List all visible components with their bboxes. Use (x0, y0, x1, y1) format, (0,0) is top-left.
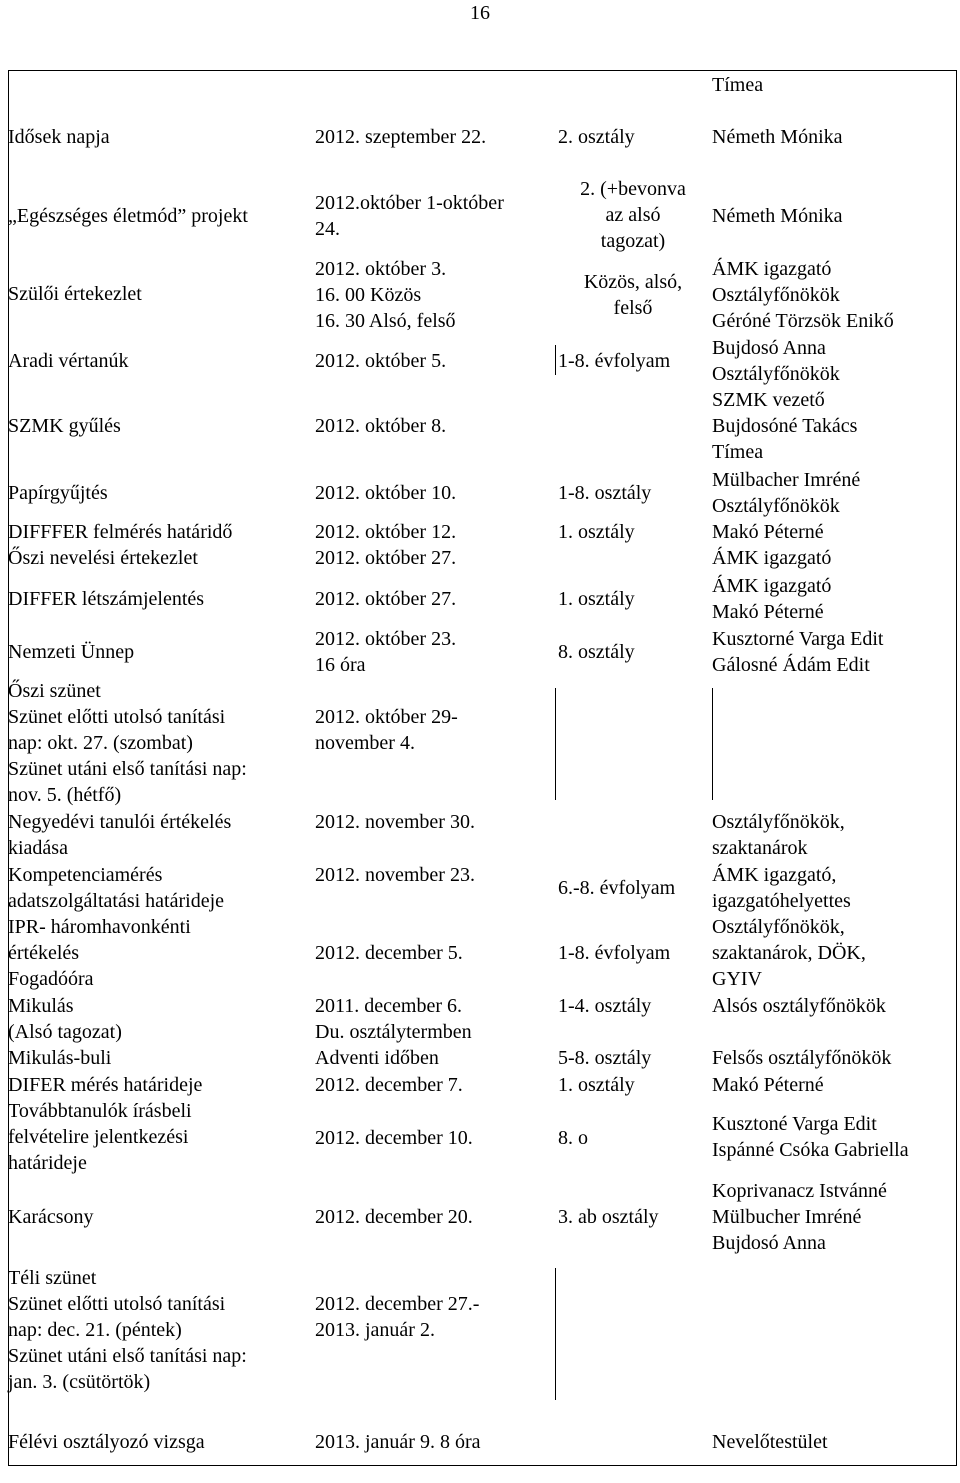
row-2-date: 2012.október 1-október 24. (315, 192, 504, 240)
row-13-date: 2012. november 23. (315, 864, 475, 886)
row-18-class: 3. ab osztály (558, 1206, 659, 1228)
row-12-responsible: Osztályfőnökök, szaktanárok (712, 811, 845, 859)
row-5-date: 2012. október 8. (315, 415, 447, 437)
row-14-class: 1-8. évfolyam (558, 942, 671, 964)
row-6-event: Papírgyűjtés (8, 482, 108, 504)
row-18-event: Karácsony (8, 1206, 94, 1228)
row-1-class: 2. osztály (558, 126, 635, 148)
row-18-responsible: Koprivanacz Istvánné Mülbucher Imréné Bujdosó Anna (712, 1180, 887, 1254)
row-17-responsible: Kusztoné Varga Edit Ispánné Csóka Gabriella (712, 1113, 909, 1161)
row-10-responsible: Kusztorné Varga Edit Gálosné Ádám Edit (712, 628, 884, 676)
row-8-event: Őszi nevelési értekezlet (8, 547, 198, 569)
row-13-event: Kompetenciamérés adatszolgáltatási határideje (8, 864, 225, 912)
row-15-event: Mikulás (Alsó tagozat) Mikulás-buli (8, 995, 122, 1069)
row-1-date: 2012. szeptember 22. (315, 126, 487, 148)
column-divider (555, 1268, 556, 1400)
row-15-responsible: Alsós osztályfőnökök Felsős osztályfőnökök (712, 995, 892, 1069)
row-3-date: 2012. október 3. 16. 00 Közös 16. 30 Alsó, felső (315, 258, 456, 332)
row-11-date: 2012. október 29- november 4. (315, 706, 458, 754)
row-19-date: 2012. december 27.- 2013. január 2. (315, 1293, 480, 1341)
row-2-event: „Egészséges életmód” projekt (8, 205, 248, 227)
row-15-class: 1-4. osztály 5-8. osztály (558, 995, 652, 1069)
row-5-responsible: SZMK vezető Bujdosóné Takács Tímea (712, 389, 858, 463)
row-2-responsible: Németh Mónika (712, 205, 843, 227)
row-7-event: DIFFFER felmérés határidő (8, 521, 233, 543)
row-12-date: 2012. november 30. (315, 811, 475, 833)
row-20-event: Félévi osztályozó vizsga (8, 1431, 205, 1453)
row-8-responsible: ÁMK igazgató (712, 547, 832, 569)
row-14-event: IPR- háromhavonkénti értékelés Fogadóóra (8, 916, 191, 990)
row-10-class: 8. osztály (558, 641, 635, 663)
column-divider (555, 688, 556, 800)
column-divider (712, 688, 713, 800)
row-16-responsible: Makó Péterné (712, 1074, 824, 1096)
page-number: 16 (470, 2, 490, 24)
row-4-event: Aradi vértanúk (8, 350, 129, 372)
column-divider (555, 345, 556, 375)
row-9-date: 2012. október 27. (315, 588, 457, 610)
row-8-date: 2012. október 27. (315, 547, 457, 569)
row-7-date: 2012. október 12. (315, 521, 457, 543)
row-6-date: 2012. október 10. (315, 482, 457, 504)
row-4-class: 1-8. évfolyam (558, 350, 671, 372)
row-13-responsible: ÁMK igazgató, igazgatóhelyettes (712, 864, 851, 912)
row-6-responsible: Mülbacher Imréné Osztályfőnökök (712, 469, 861, 517)
row-3-responsible: ÁMK igazgató Osztályfőnökök Géróné Törzsök Enikő (712, 258, 894, 332)
row-17-class: 8. o (558, 1127, 588, 1149)
row-2-class: 2. (+bevonva az alsó tagozat) (580, 178, 686, 252)
row-4-responsible: Bujdosó Anna Osztályfőnökök (712, 337, 840, 385)
row-11-event: Őszi szünet Szünet előtti utolsó tanítási nap: okt. 27. (szombat) Szünet utáni első tanítási nap: nov. 5. (hétfő) (8, 680, 247, 806)
row-17-date: 2012. december 10. (315, 1127, 473, 1149)
row-4-date: 2012. október 5. (315, 350, 447, 372)
row-1-event: Idősek napja (8, 126, 110, 148)
row-3-class: Közös, alsó, felső (583, 271, 683, 319)
row-7-class: 1. osztály (558, 521, 635, 543)
row-6-class: 1-8. osztály (558, 482, 652, 504)
row-9-responsible: ÁMK igazgató Makó Péterné (712, 575, 832, 623)
row-10-date: 2012. október 23. 16 óra (315, 628, 457, 676)
row-7-responsible: Makó Péterné (712, 521, 824, 543)
row-20-responsible: Nevelőtestület (712, 1431, 828, 1453)
row-16-class: 1. osztály (558, 1074, 635, 1096)
row-3-event: Szülői értekezlet (8, 283, 142, 305)
row-9-event: DIFFER létszámjelentés (8, 588, 205, 610)
row-18-date: 2012. december 20. (315, 1206, 473, 1228)
row-14-responsible: Osztályfőnökök, szaktanárok, DÖK, GYIV (712, 916, 866, 990)
row-15-date: 2011. december 6. Du. osztálytermben Adventi időben (315, 995, 472, 1069)
row-16-date: 2012. december 7. (315, 1074, 463, 1096)
row-19-event: Téli szünet Szünet előtti utolsó tanítási nap: dec. 21. (péntek) Szünet utáni első tanítási nap: jan. 3. (csütörtök) (8, 1267, 247, 1393)
row-1-responsible: Németh Mónika (712, 126, 843, 148)
row-16-event: DIFER mérés határideje (8, 1074, 203, 1096)
row-5-event: SZMK gyűlés (8, 415, 121, 437)
row-9-class: 1. osztály (558, 588, 635, 610)
row-13-class: 6.-8. évfolyam (558, 877, 676, 899)
row-12-event: Negyedévi tanulói értékelés kiadása (8, 811, 232, 859)
row-20-date: 2013. január 9. 8 óra (315, 1431, 481, 1453)
row-10-event: Nemzeti Ünnep (8, 641, 135, 663)
row-17-event: Továbbtanulók írásbeli felvételire jelentkezési határideje (8, 1100, 192, 1174)
row-0-responsible: Tímea (712, 74, 764, 96)
row-14-date: 2012. december 5. (315, 942, 463, 964)
